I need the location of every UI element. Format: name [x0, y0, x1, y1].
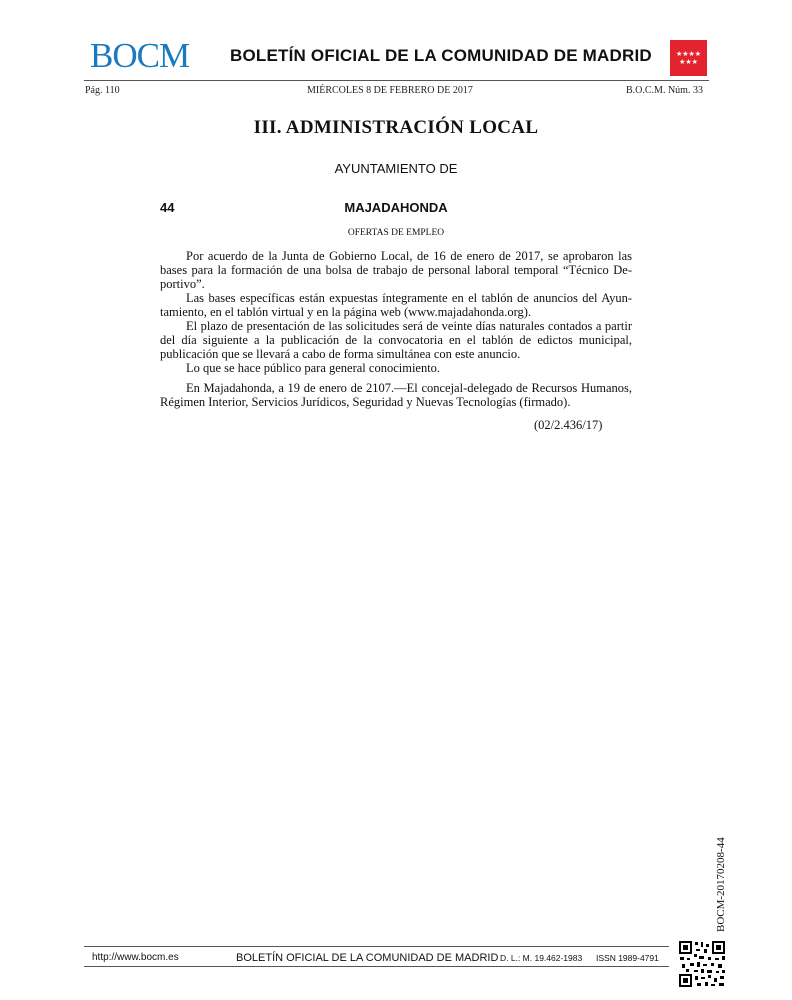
entry-number: 44: [160, 200, 175, 215]
madrid-flag-icon: ★★★★ ★★★: [670, 40, 707, 76]
issn: ISSN 1989-4791: [596, 953, 659, 963]
bocm-logo: BOCM: [90, 36, 190, 75]
footer-url-link[interactable]: http://www.bocm.es: [92, 952, 179, 963]
entity-prefix: AYUNTAMIENTO DE: [334, 161, 458, 176]
header-divider: [84, 80, 709, 81]
issue-number: B.O.C.M. Núm. 33: [626, 85, 703, 96]
bulletin-title: BOLETÍN OFICIAL DE LA COMUNIDAD DE MADRID: [230, 46, 652, 65]
page-number: Pág. 110: [85, 85, 120, 96]
paragraph: Por acuerdo de la Junta de Gobierno Local, de 16 de enero de 2017, se aprobaron las bases para la formación de una bolsa de trabajo de personal laboral temporal “Técnico Deportivo”.: [160, 249, 632, 291]
announcement-body: [160, 249, 632, 409]
issue-date: MIÉRCOLES 8 DE FEBRERO DE 2017: [307, 85, 473, 96]
town-name: MAJADAHONDA: [344, 200, 448, 215]
qr-code-icon: [678, 940, 726, 988]
footer-divider-bottom: [84, 966, 669, 967]
paragraph: Lo que se hace público para general conocimiento.: [186, 361, 441, 375]
document-code: BOCM-20170208-44: [715, 837, 727, 932]
footer-title: BOLETÍN OFICIAL DE LA COMUNIDAD DE MADRID: [236, 952, 499, 964]
subsection-title: OFERTAS DE EMPLEO: [347, 228, 445, 238]
paragraph: El plazo de presentación de las solicitudes será de veinte días naturales contados a partir del día siguiente a la publicación de la convocatoria en el tablón de edictos municipal, publicación que se llevará a cabo de forma simultánea con este anuncio.: [160, 319, 632, 361]
paragraph: Las bases específicas están expuestas íntegramente en el tablón de anuncios del Ayuntamiento, en el tablón virtual y en la página web (www.majadahonda.org).: [160, 291, 632, 319]
legal-deposit: D. L.: M. 19.462-1983: [500, 953, 583, 963]
section-title: III. ADMINISTRACIÓN LOCAL: [253, 117, 539, 138]
announcement-reference: (02/2.436/17): [534, 418, 603, 432]
footer-divider-top: [84, 946, 669, 947]
paragraph: En Majadahonda, a 19 de enero de 2107.—El concejal-delegado de Recursos Humanos, Régimen Interior, Servicios Jurídicos, Seguridad y Nuevas Tecnologías (firmado).: [160, 381, 632, 409]
